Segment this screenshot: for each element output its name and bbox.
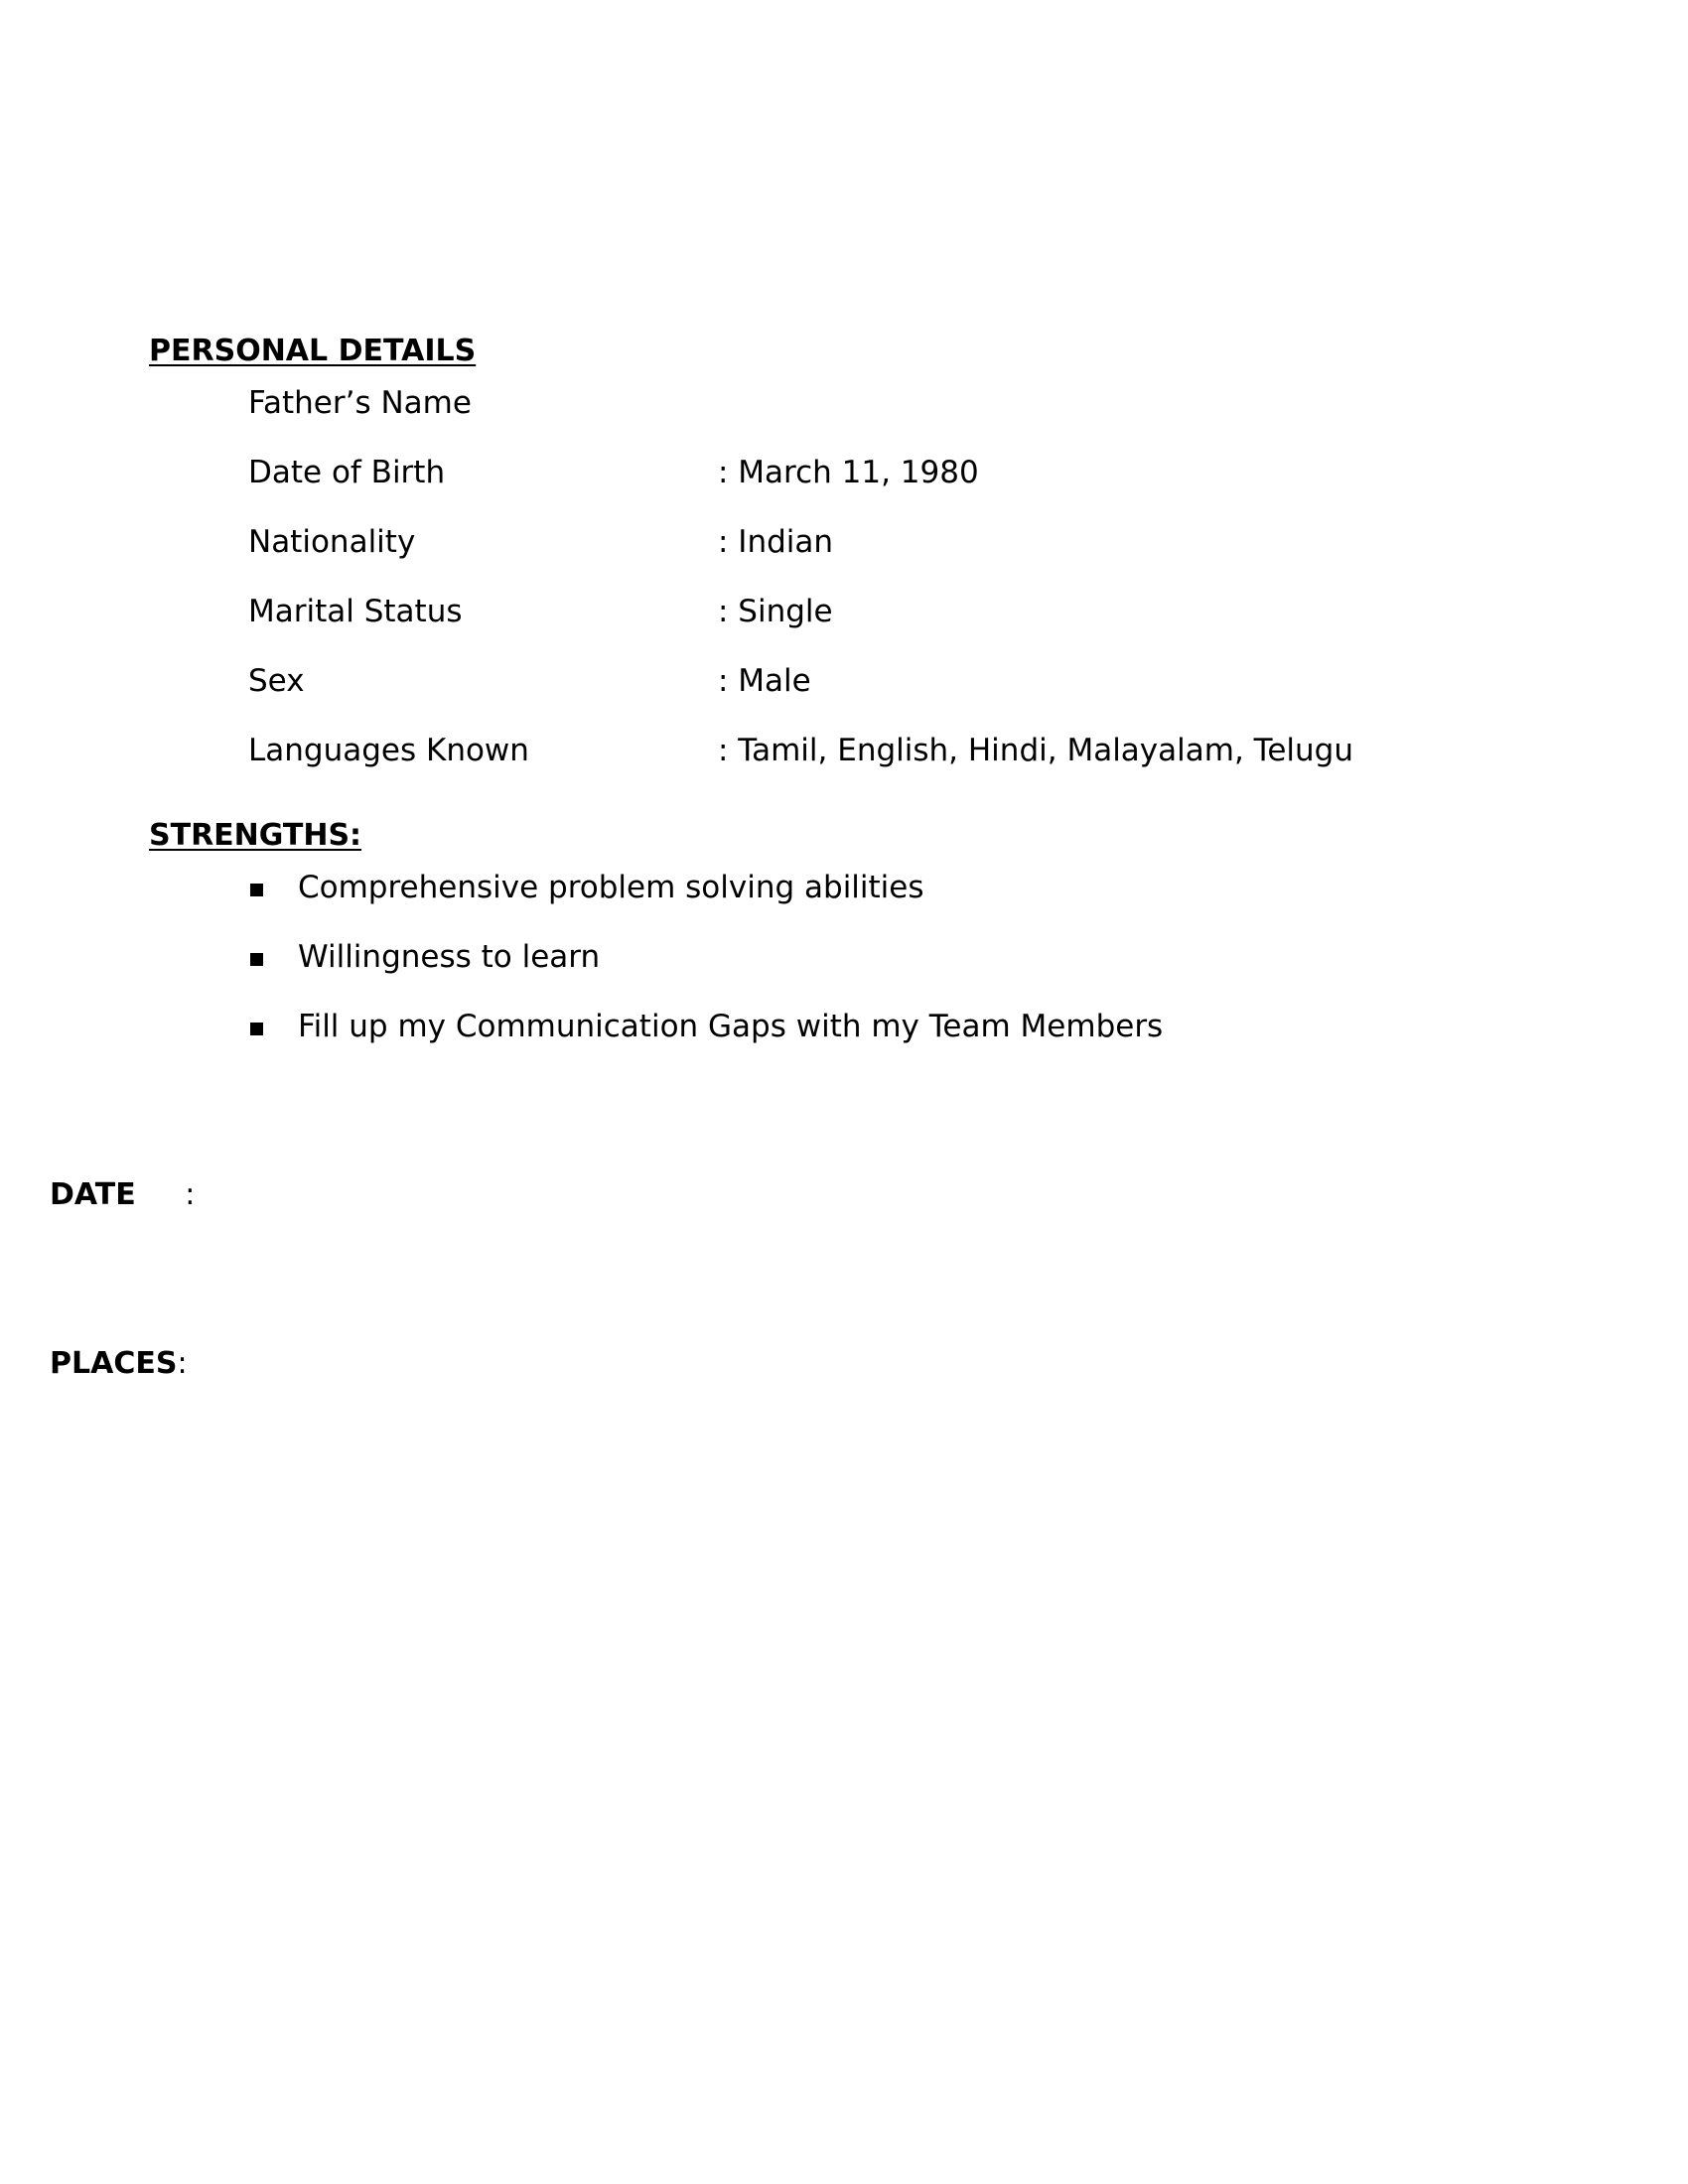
places-separator: : (177, 1346, 188, 1381)
date-separator: : (185, 1177, 196, 1212)
places-label: PLACES (50, 1346, 178, 1381)
square-bullet-icon (250, 884, 263, 896)
detail-label: Father’s Name (248, 385, 472, 421)
date-label: DATE (50, 1177, 136, 1212)
detail-value: : March 11, 1980 (718, 455, 979, 490)
detail-value: : Male (718, 663, 811, 699)
detail-label: Marital Status (248, 594, 463, 629)
list-item-text: Fill up my Communication Gaps with my Team Members (298, 1009, 1164, 1044)
list-item-text: Willingness to learn (298, 939, 601, 975)
detail-value: : Indian (718, 524, 834, 560)
strengths-heading: STRENGTHS: (149, 818, 362, 853)
personal-details-heading: PERSONAL DETAILS (149, 334, 477, 368)
square-bullet-icon (250, 953, 263, 966)
detail-label: Date of Birth (248, 455, 446, 490)
date-line (50, 1177, 195, 1212)
detail-label: Languages Known (248, 733, 529, 768)
detail-label: Nationality (248, 524, 416, 560)
list-item-text: Comprehensive problem solving abilities (298, 870, 924, 905)
detail-label: Sex (248, 663, 305, 699)
places-line (50, 1346, 188, 1381)
square-bullet-icon (250, 1023, 263, 1035)
detail-value: : Tamil, English, Hindi, Malayalam, Telugu (718, 733, 1353, 768)
detail-value: : Single (718, 594, 833, 629)
